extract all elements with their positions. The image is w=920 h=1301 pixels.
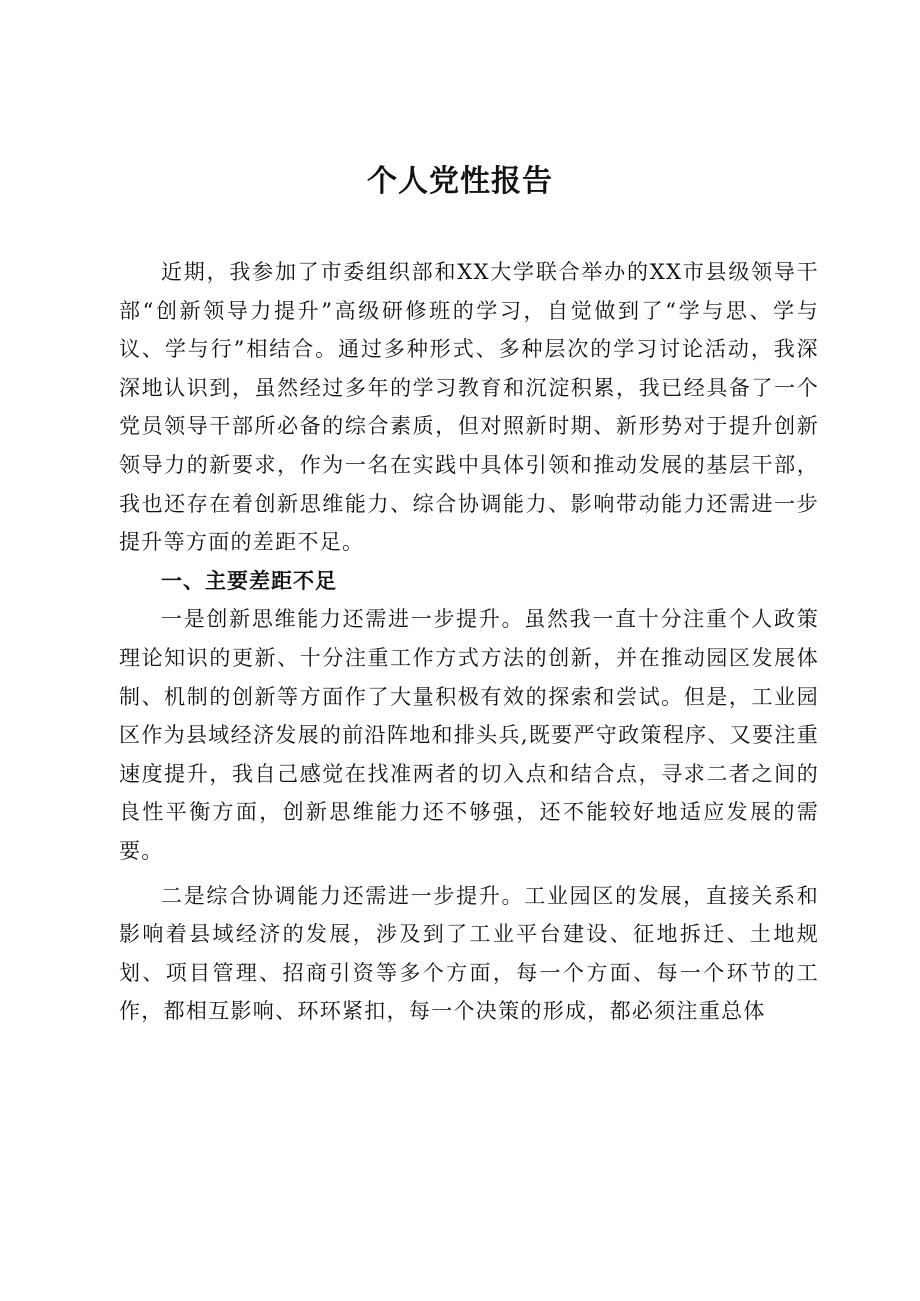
- body-paragraph-1: 一是创新思维能力还需进一步提升。虽然我一直十分注重个人政策理论知识的更新、十分注重工作方式方法的创新，并在推动园区发展体制、机制的创新等方面作了大量积极有效的探索和尝试。但是，工业园区作为县域经济发展的前沿阵地和排头兵,既要严守政策程序、又要注重速度提升，我自己感觉在找准两者的切入点和结合点，寻求二者之间的良性平衡方面，创新思维能力还不够强，还不能较好地适应发展的需要。: [119, 607, 819, 863]
- intro-paragraph: 近期，我参加了市委组织部和XX大学联合举办的XX市县级领导干部“创新领导力提升”高级研修班的学习，自觉做到了“学与思、学与议、学与行”相结合。通过多种形式、多种层次的学习讨论活动，我深深地认识到，虽然经过多年的学习教育和沉淀积累，我已经具备了一个党员领导干部所必备的综合素质，但对照新时期、新形势对于提升创新领导力的新要求，作为一名在实践中具体引领和推动发展的基层干部，我也还存在着创新思维能力、综合协调能力、影响带动能力还需进一步提升等方面的差距不足。: [119, 260, 819, 555]
- body-paragraph-2: 二是综合协调能力还需进一步提升。工业园区的发展，直接关系和影响着县域经济的发展，涉及到了工业平台建设、征地拆迁、土地规划、项目管理、招商引资等多个方面，每一个方面、每一个环节的工作，都相互影响、环环紧扣，每一个决策的形成，都必须注重总体: [119, 883, 819, 1024]
- document-body: [119, 253, 819, 1031]
- section-heading: 一、主要差距不足: [161, 568, 337, 593]
- document-title: 个人党性报告: [367, 164, 553, 199]
